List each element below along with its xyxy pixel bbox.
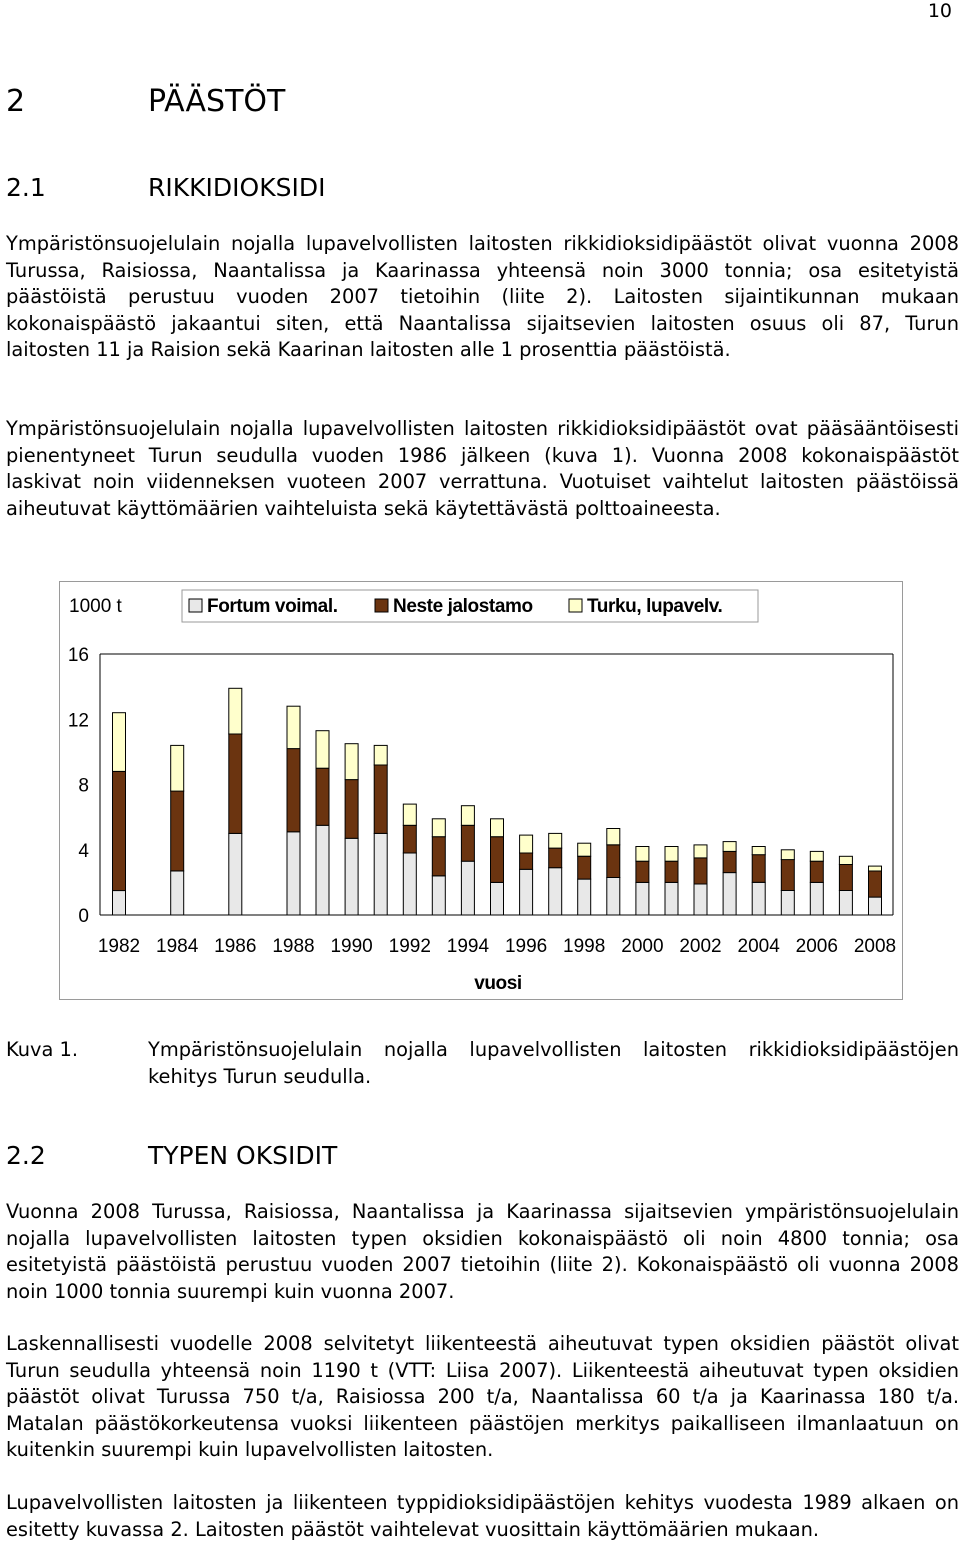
paragraph: Laskennallisesti vuodelle 2008 selvitetyt liikenteestä aiheutuvat typen oksidien päästöt olivat Turun seudulla yhteensä noin 1190 t (VTT: Liisa 2007). Liikenteestä aiheutuvat typen oksidien päästöt olivat Turussa 750 t/a, Raisiossa 200 t/a, Naantalissa 60 t/a ja Kaarinassa 180 t/a. Matalan päästökorkeutensa vuoksi liikenteen päästöjen merkitys paikalliseen ilmanlaatuun on kuitenkin suurempi kuin lupavelvollisten laitosten. [6,1332,959,1461]
bar-segment [781,850,794,860]
bar-segment [810,861,823,882]
bar-segment [723,851,736,872]
bar-segment [403,853,416,915]
bar-segment [113,772,126,891]
bar-segment [432,819,445,837]
bar-segment [520,869,533,915]
bar-segment [839,856,852,864]
bar-segment [374,745,387,765]
bar-segment [810,882,823,915]
bar-segment [839,891,852,916]
bar-segment [374,765,387,834]
bar-segment [403,825,416,853]
legend-swatch [375,599,388,612]
x-axis-label: vuosi [474,973,522,994]
x-tick-label: 1982 [97,936,141,957]
bar-segment [113,713,126,772]
x-tick-label: 1990 [330,936,373,957]
bar-segment [636,861,649,882]
x-tick-label: 2006 [795,936,838,957]
subsection-title: RIKKIDIOKSIDI [148,173,326,202]
bar-segment [694,858,707,884]
y-tick-label: 12 [67,710,89,732]
bar-segment [374,833,387,915]
x-tick-label: 1984 [156,936,199,957]
x-tick-label: 2008 [853,936,897,957]
paragraph: Ympäristönsuojelulain nojalla lupavelvollisten laitosten rikkidioksidipäästöt ovat pääsääntöisesti pienentyneet Turun seudulla vuoden 1986 jälkeen (kuva 1). Vuonna 2008 kokonaispäästöt laskivat noin viidenneksen vuoteen 2007 verrattuna. Vuotuiset vaihtelut laitosten päästöissä aiheutuvat käyttömäärien vaihteluista sekä käytettävästä polttoaineesta. [6,417,959,520]
subsection-heading-nitrogen [6,1141,337,1170]
bar-segment [316,731,329,769]
paragraph: Lupavelvollisten laitosten ja liikenteen typpidioksidipäästöjen kehitys vuodesta 1989 alkaen on esitetty kuvassa 2. Laitosten päästöt vaihtelevat vuosittain käyttömäärien mukaan. [6,1491,959,1541]
bar-segment [549,868,562,915]
bar-segment [781,860,794,891]
bar-segment [491,837,504,883]
x-tick-label: 1986 [214,936,257,957]
bar-segment [491,819,504,837]
x-tick-label: 2000 [621,936,664,957]
bar-segment [461,825,474,861]
x-tick-label: 2004 [737,936,780,957]
x-tick-label: 1998 [563,936,606,957]
bar-segment [665,861,678,882]
bar-segment [781,891,794,916]
bar-segment [636,847,649,862]
bar-segment [723,842,736,852]
bar-segment [578,856,591,879]
bar-segment [752,855,765,883]
bar-segment [752,847,765,855]
bar-segment [403,804,416,825]
bar-segment [171,791,184,871]
legend-swatch [189,599,202,612]
paragraph: Vuonna 2008 Turussa, Raisiossa, Naantalissa ja Kaarinassa sijaitsevien ympäristönsuojelulain nojalla lupavelvollisten laitosten typen oksidien kokonaispäästö oli noin 4800 tonnia; osa esitetyistä päästöistä perustuu vuoden 2007 tietoihin (liite 2). Kokonaispäästö oli vuonna 2008 noin 1000 tonnia suurempi kuin vuonna 2007. [6,1200,959,1303]
x-tick-label: 1992 [388,936,431,957]
bar-segment [229,833,242,915]
section-number: 2 [6,84,26,119]
bar-segment [491,882,504,915]
bar-segment [345,744,358,780]
bar-segment [607,845,620,878]
bar-segment [607,878,620,916]
subsection-title: TYPEN OKSIDIT [148,1141,338,1170]
bar-segment [752,882,765,915]
bar-segment [461,861,474,915]
bar-segment [520,835,533,853]
legend-label: Fortum voimal. [207,596,338,617]
bar-segment [345,838,358,915]
y-tick-label: 0 [78,906,89,927]
bar-segment [287,832,300,915]
paragraph: Ympäristönsuojelulain nojalla lupavelvollisten laitosten rikkidioksidipäästöt olivat vuonna 2008 Turussa, Raisiossa, Naantalissa ja Kaarinassa yhteensä noin 3000 tonnia; osa esitetyistä päästöistä perustuu vuoden 2007 tietoihin (liite 2). Laitosten sijaintikunnan mukaan kokonaispäästö jakaantui siten, että Naantalissa sijaitsevien laitosten osuus oli 87, Turun laitosten 11 ja Raision sekä Kaarinan laitosten alle 1 prosenttia päästöistä. [6,232,959,361]
section-title: PÄÄSTÖT [148,84,286,119]
bar-segment [723,873,736,915]
bar-segment [869,866,882,871]
x-tick-label: 1994 [446,936,490,957]
bar-segment [287,749,300,832]
bar-segment [694,845,707,858]
x-tick-label: 1996 [504,936,548,957]
emissions-chart [59,581,903,1000]
bar-segment [229,734,242,834]
bar-segment [549,833,562,848]
bar-segment [665,847,678,862]
subsection-number: 2.1 [6,173,46,202]
bar-segment [171,745,184,791]
y-axis-unit-label: 1000 t [69,596,122,617]
x-tick-label: 2002 [679,936,722,957]
bar-segment [549,848,562,868]
bar-segment [869,897,882,915]
bar-segment [636,882,649,915]
legend-swatch [569,599,582,612]
legend-label: Neste jalostamo [393,596,533,617]
figure-caption-label: Kuva 1. [6,1038,79,1061]
y-tick-label: 4 [78,840,89,862]
bar-segment [520,853,533,869]
bar-segment [607,829,620,845]
bar-segment [461,806,474,826]
bar-segment [432,837,445,876]
x-tick-label: 1988 [272,936,315,957]
bar-segment [287,706,300,748]
bar-segment [432,876,445,915]
bar-segment [578,879,591,915]
page-number: 10 [927,0,952,22]
bar-segment [113,891,126,916]
bar-segment [345,780,358,839]
legend-label: Turku, lupavelv. [587,596,723,617]
bar-segment [578,843,591,856]
bar-segment [839,864,852,890]
subsection-number: 2.2 [6,1141,46,1170]
bar-segment [171,871,184,915]
bar-segment [869,871,882,897]
bar-segment [229,688,242,734]
y-tick-label: 8 [78,775,89,797]
bar-segment [665,882,678,915]
bar-segment [316,768,329,825]
y-tick-label: 16 [67,645,89,666]
bar-segment [694,884,707,915]
figure-caption-text: Ympäristönsuojelulain nojalla lupavelvollisten laitosten rikkidioksidipäästöjen kehitys Turun seudulla. [148,1038,959,1088]
bar-segment [810,851,823,861]
chart-canvas [1,1,960,1001]
bar-segment [316,825,329,915]
